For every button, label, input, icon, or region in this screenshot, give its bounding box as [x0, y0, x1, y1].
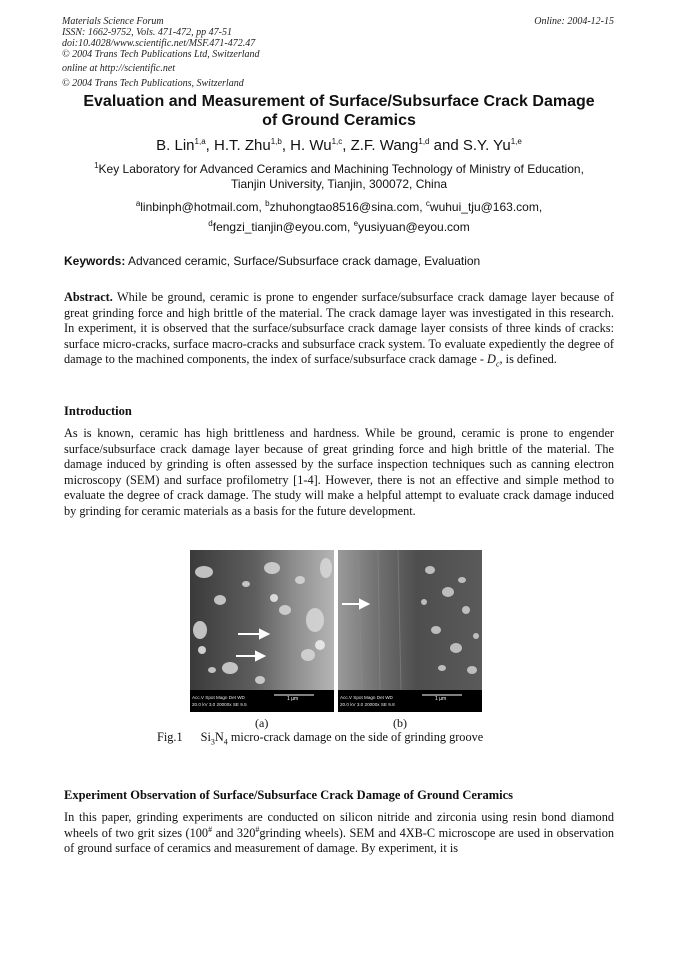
scale-label-a: 1 µm: [287, 696, 299, 702]
abstract-text: While be ground, ceramic is prone to engender surface/subsurface crack damage layer because of great grinding force and high brittle of the material. The crack damage layer was investigated in this research. In experiment, it is observed that the surface/subsurface crack damage layer consists of three kinds of cracks: surface micro-cracks, surface macro-cracks and subsurface crack system. To evaluate expediently the degree of damage to the machined components, the index of surface/subsurface crack damage -: [64, 290, 614, 367]
keywords-label: Keywords:: [64, 254, 126, 268]
keywords: [64, 254, 614, 269]
figure-label: Fig.1: [157, 730, 183, 744]
email-list: [52, 197, 626, 237]
affiliation-line-1: $^1$Key Laboratory for Advanced Ceramics and Machining Technology of Ministry of Education,: [94, 161, 584, 176]
damage-index-symbol: D: [487, 352, 496, 367]
author: H.T. Zhu$^{1,b}$,: [214, 137, 291, 154]
title-line-1: Evaluation and Measurement of Surface/Subsurface Crack Damage: [83, 93, 595, 110]
affiliation: [52, 162, 626, 192]
keywords-text: Advanced ceramic, Surface/Subsurface crack damage, Evaluation: [125, 254, 481, 268]
author-list: [52, 137, 626, 155]
copyright-line-2: © 2004 Trans Tech Publications, Switzerland: [62, 78, 244, 89]
journal-name: Materials Science Forum: [62, 16, 164, 27]
email: $^d$fengzi_tianjin@eyou.com,: [208, 219, 354, 234]
online-link-line: online at http://scientific.net: [62, 63, 176, 74]
abstract: Abstract. While be ground, ceramic is prone to engender surface/subsurface crack damage layer because of great grinding force and high brittle of the material. The crack damage layer was investigated in this research. In experiment, it is observed that the surface/subsurface crack damage layer consists of three kinds of cracks: surface micro-cracks, surface macro-cracks and subsurface crack system. To evaluate expediently the degree of damage to the machined components, the index of surface/subsurface crack damage - $D_c$, is defined.: [64, 290, 614, 369]
section-heading-experiment: Experiment Observation of Surface/Subsurface Crack Damage of Ground Ceramics: [64, 788, 514, 802]
online-date: Online: 2004-12-15: [534, 16, 614, 27]
sem-info-a-line-1: Acc.V Spot Magn Det WD: [192, 695, 245, 700]
scale-label-b: 1 µm: [435, 696, 447, 702]
email-line-2: [52, 217, 626, 237]
email: $^e$yusiyuan@eyou.com: [353, 219, 470, 234]
paper-title: [52, 92, 626, 130]
email: $^b$zhuhongtao8516@sina.com,: [265, 199, 426, 214]
doi-line: doi:10.4028/www.scientific.net/MSF.471-472.47: [62, 38, 256, 49]
section-heading-introduction: Introduction: [64, 404, 132, 418]
sem-info-a-line-2: 20.0 kV 3.0 20000x SE 9.5: [192, 702, 247, 707]
experiment-paragraph: In this paper, grinding experiments are conducted on silicon nitride and zirconia using resin bond diamond wheels of two grit sizes (100# and 320#grinding wheels). SEM and 4XB-C microscope are used in observation of ground surface of ceramics and measurement of damage. By experiment, it is: [64, 810, 614, 856]
affiliation-line-2: Tianjin University, Tianjin, 300072, China: [230, 177, 448, 191]
introduction-paragraph: As is known, ceramic has high brittleness and hardness. While be ground, ceramic is prone to engender surface/subsurface crack damage layer because of great grinding force and high brittle of the material. The damage induced by grinding is often assessed by the surface inspection techniques such as canning electron microscopy (SEM) and surface profilometry [1-4]. However, there is not an effective and simple method to evaluate the degree of crack damage. The study will make a helpful attempt to evaluate crack damage induced by grinding for ceramic materials as a basis for the future development.: [64, 426, 614, 518]
figure-caption: Fig.1 $Si_3N_4$ micro-crack damage on the side of grinding groove: [157, 730, 484, 747]
subfigure-label-b: (b): [393, 716, 407, 730]
author: B. Lin$^{1,a}$,: [156, 137, 214, 154]
author: Z.F. Wang$^{1,d}$ and: [350, 137, 463, 154]
author: H. Wu$^{1,c}$,: [290, 137, 351, 154]
author: S.Y. Yu$^{1,e}$: [462, 137, 522, 154]
subfigure-label-a: (a): [255, 716, 269, 730]
email: $^a$linbinph@hotmail.com,: [135, 199, 266, 214]
journal-header: [62, 16, 260, 89]
title-line-2: of Ground Ceramics: [262, 112, 416, 129]
issn-line: ISSN: 1662-9752, Vols. 471-472, pp 47-51: [62, 27, 232, 38]
sem-info-b-line-2: 20.0 kV 3.0 20000x SE 9.8: [340, 702, 395, 707]
sem-image-a: [190, 550, 334, 712]
sem-info-b-line-1: Acc.V Spot Magn Det WD: [340, 695, 393, 700]
abstract-label: Abstract.: [64, 290, 113, 304]
email: $^c$wuhui_tju@163.com,: [425, 199, 543, 214]
sem-image-b: [338, 550, 482, 712]
copyright-line: © 2004 Trans Tech Publications Ltd, Switzerland: [62, 49, 260, 60]
email-line-1: [52, 197, 626, 217]
